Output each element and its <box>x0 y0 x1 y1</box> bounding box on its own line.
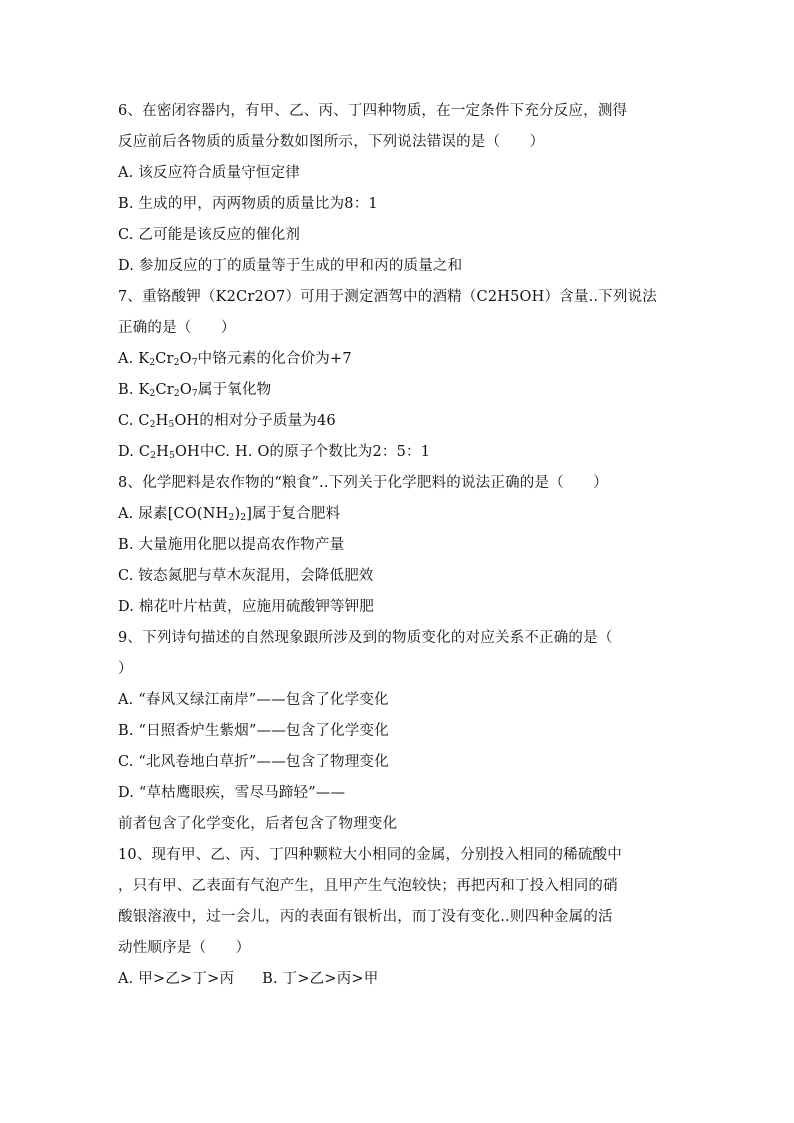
q8-a-pre: A. 尿素[CO(NH <box>118 506 229 522</box>
q10-stem-line-2: ，只有甲、乙表面有气泡产生，且甲产生气泡较快；再把丙和丁投入相同的硝 <box>118 878 618 894</box>
q7-stem-line-1: 7、重铬酸钾（K2Cr2O7）可用于测定酒驾中的酒精（C2H5OH）含量..下列说法 <box>118 289 657 305</box>
q9-stem-line-2: ） <box>118 661 133 677</box>
q7-b-sub-3: 7 <box>191 389 198 399</box>
q7-b-mid-2: O <box>179 382 192 398</box>
q6-option-b: B. 生成的甲，丙两物质的质量比为8：1 <box>118 196 378 212</box>
q7-c-sub-1: 2 <box>149 420 156 430</box>
q7-b-pre: B. K <box>118 382 150 398</box>
q9-stem-line-1: 9、下列诗句描述的自然现象跟所涉及到的物质变化的对应关系不正确的是（ <box>118 630 613 646</box>
exam-page <box>118 96 678 995</box>
q10-option-b: B. 丁>乙>丙>甲 <box>262 971 379 987</box>
q7-a-pre: A. K <box>118 351 150 367</box>
q7-c-post: OH的相对分子质量为46 <box>174 413 336 429</box>
q8-a-sub-2: 2 <box>240 513 247 523</box>
q7-b-post: 属于氧化物 <box>197 382 272 398</box>
q7-a-mid-1: Cr <box>155 351 174 367</box>
q10-stem-line-4: 动性顺序是（ ） <box>118 940 251 956</box>
q9-option-b: B. “日照香炉生紫烟”——包含了化学变化 <box>118 723 389 739</box>
q7-d-sub-1: 2 <box>150 451 157 461</box>
q8-option-b: B. 大量施用化肥以提高农作物产量 <box>118 537 345 553</box>
q6-stem-line-2: 反应前后各物质的质量分数如图所示，下列说法错误的是（ ） <box>118 134 545 150</box>
q9-option-d: D. “草枯鹰眼疾，雪尽马蹄轻”—— <box>118 785 346 801</box>
q7-d-pre: D. C <box>118 444 151 460</box>
q9-option-a: A. “春风又绿江南岸”——包含了化学变化 <box>118 692 389 708</box>
q8-option-a <box>118 499 678 530</box>
q7-d-post: OH中C. H. O的原子个数比为2：5：1 <box>174 444 431 460</box>
q8-a-end: ]属于复合肥料 <box>246 506 341 522</box>
q7-b-mid-1: Cr <box>155 382 174 398</box>
q7-option-c <box>118 406 678 437</box>
q7-a-sub-2: 2 <box>173 358 180 368</box>
q7-option-a <box>118 344 678 375</box>
q8-stem-line-1: 8、化学肥料是农作物的“粮食”..下列关于化学肥料的说法正确的是（ ） <box>118 475 608 491</box>
q8-option-d: D. 棉花叶片枯黄，应施用硫酸钾等钾肥 <box>118 599 375 615</box>
q7-d-mid-1: H <box>156 444 170 460</box>
q7-option-d <box>118 437 678 468</box>
q10-stem-line-1: 10、现有甲、乙、丙、丁四种颗粒大小相同的金属，分别投入相同的稀硫酸中 <box>118 847 622 863</box>
q9-option-d-continued: 前者包含了化学变化，后者包含了物理变化 <box>118 816 398 832</box>
q10-stem-line-3: 酸银溶液中，过一会儿，丙的表面有银析出，而丁没有变化..则四种金属的活 <box>118 909 613 925</box>
q7-d-sub-2: 5 <box>169 451 175 461</box>
q6-option-d: D. 参加反应的丁的质量等于生成的甲和丙的质量之和 <box>118 258 463 274</box>
q7-a-post: 中铬元素的化合价为+7 <box>197 351 352 367</box>
q7-b-sub-2: 2 <box>173 389 180 399</box>
q7-option-b <box>118 375 678 406</box>
q7-stem-line-2: 正确的是（ ） <box>118 320 236 336</box>
q7-c-pre: C. C <box>118 413 150 429</box>
q7-b-sub-1: 2 <box>149 389 156 399</box>
q6-option-a: A. 该反应符合质量守恒定律 <box>118 165 300 181</box>
q7-c-mid-1: H <box>155 413 169 429</box>
q10-option-a: A. 甲>乙>丁>丙 <box>118 971 235 987</box>
q7-a-mid-2: O <box>179 351 192 367</box>
q8-a-post: ) <box>234 506 241 522</box>
q10-options-ab <box>118 964 678 995</box>
q8-a-sub-1: 2 <box>228 513 235 523</box>
q6-option-c: C. 乙可能是该反应的催化剂 <box>118 227 301 243</box>
q7-c-sub-2: 5 <box>168 420 175 430</box>
q6-stem-line-1: 6、在密闭容器内，有甲、乙、丙、丁四种物质，在一定条件下充分反应，测得 <box>118 103 628 119</box>
q7-a-sub-1: 2 <box>149 358 156 368</box>
q9-option-c: C. “北风卷地白草折”——包含了物理变化 <box>118 754 389 770</box>
q7-a-sub-3: 7 <box>191 358 198 368</box>
q8-option-c: C. 铵态氮肥与草木灰混用，会降低肥效 <box>118 568 374 584</box>
